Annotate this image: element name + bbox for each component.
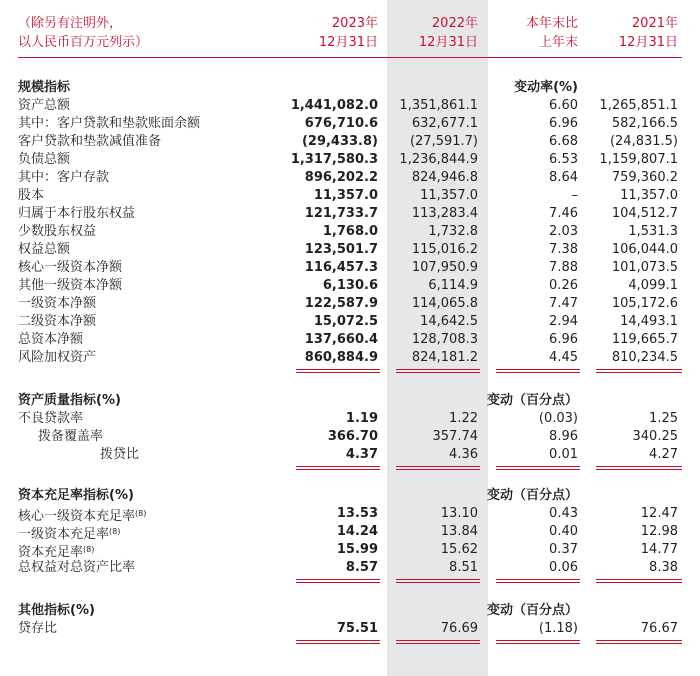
unit-note: （除另有注明外， 以人民币百万元列示） — [18, 16, 149, 50]
section-title: 其他指标(%) — [18, 603, 95, 618]
row-label: 总权益对总资产比率 — [18, 560, 136, 575]
value-2021: 106,044.0 — [611, 242, 678, 257]
value-2023: 8.57 — [345, 560, 378, 575]
value-change: – — [571, 188, 578, 203]
value-change: 6.68 — [549, 134, 578, 149]
value-change: 7.46 — [549, 206, 578, 221]
value-change: 0.37 — [549, 542, 578, 557]
section-underline — [396, 469, 480, 470]
footnote-mark: (8) — [109, 527, 121, 536]
table-row — [18, 523, 682, 541]
section-underline — [496, 643, 580, 644]
value-2023: 6,130.6 — [322, 278, 378, 293]
section-underline — [596, 372, 682, 373]
value-2022: 13.10 — [440, 506, 478, 521]
value-2023: 15.99 — [336, 542, 378, 557]
row-label: 客户贷款和垫款减值准备 — [18, 134, 162, 149]
row-label: 拨贷比 — [100, 447, 140, 462]
change-column-header: 变动（百分点） — [486, 393, 578, 408]
value-2021: 1,531.3 — [628, 224, 678, 239]
value-2021: 4.27 — [649, 447, 678, 462]
value-change: 2.94 — [549, 314, 578, 329]
header-2021: 2021年 12月31日 — [618, 16, 678, 50]
table-row — [18, 169, 682, 187]
section-title: 资产质量指标(%) — [18, 393, 121, 408]
value-change: 7.88 — [549, 260, 578, 275]
value-2022: 114,065.8 — [411, 296, 478, 311]
value-2022: 115,016.2 — [411, 242, 478, 257]
value-2021: 1,265,851.1 — [599, 98, 678, 113]
table-row — [18, 277, 682, 295]
change-column-header: 变动（百分点） — [486, 603, 578, 618]
section-underline — [396, 372, 480, 373]
value-2021: 12.47 — [640, 506, 678, 521]
row-label: 核心一级资本充足率$^{(8)}$ — [18, 509, 147, 524]
footnote-mark: (8) — [135, 509, 147, 518]
value-2023: 860,884.9 — [304, 350, 378, 365]
header-2022: 2022年 12月31日 — [418, 16, 478, 50]
value-2022: 13.84 — [440, 524, 478, 539]
value-2022: 76.69 — [440, 621, 478, 636]
section-header-row — [18, 79, 682, 97]
value-2021: 759,360.2 — [611, 170, 678, 185]
value-2021: 582,166.5 — [611, 116, 678, 131]
value-change: 6.60 — [549, 98, 578, 113]
value-2023: 121,733.7 — [304, 206, 378, 221]
table-row — [18, 223, 682, 241]
value-2021: 105,172.6 — [611, 296, 678, 311]
value-2022: 113,283.4 — [411, 206, 478, 221]
value-2022: 128,708.3 — [411, 332, 478, 347]
row-label: 风险加权资产 — [18, 350, 97, 365]
table-row — [18, 620, 682, 638]
value-2022: 1.22 — [449, 411, 478, 426]
value-change: 6.96 — [549, 116, 578, 131]
value-2023: 1.19 — [345, 411, 378, 426]
value-2023: 122,587.9 — [304, 296, 378, 311]
value-change: 6.53 — [549, 152, 578, 167]
table-row — [18, 505, 682, 523]
value-2023: 366.70 — [327, 429, 378, 444]
table-row — [18, 133, 682, 151]
section-underline — [296, 579, 380, 580]
value-change: 8.96 — [549, 429, 578, 444]
section-underline — [396, 582, 480, 583]
value-2021: 11,357.0 — [620, 188, 678, 203]
row-label: 不良贷款率 — [18, 411, 84, 426]
section-underline — [596, 640, 682, 641]
table-row — [18, 187, 682, 205]
value-2023: 123,501.7 — [304, 242, 378, 257]
row-label: 拨备覆盖率 — [38, 429, 104, 444]
table-row — [18, 559, 682, 577]
section-underline — [496, 579, 580, 580]
section-underline — [396, 369, 480, 370]
change-column-header: 变动率(%) — [514, 80, 578, 95]
section-underline — [396, 643, 480, 644]
section-underline — [296, 469, 380, 470]
value-change: (0.03) — [538, 411, 578, 426]
section-header-row — [18, 392, 682, 410]
value-2022: 1,351,861.1 — [399, 98, 478, 113]
table-row — [18, 428, 682, 446]
row-label: 资本充足率$^{(8)}$ — [18, 545, 95, 560]
value-2022: 632,677.1 — [411, 116, 478, 131]
section-underline — [596, 369, 682, 370]
value-change: 0.43 — [549, 506, 578, 521]
section-underline — [296, 369, 380, 370]
row-label: 少数股东权益 — [18, 224, 97, 239]
value-2023: 1,441,082.0 — [290, 98, 378, 113]
value-2022: (27,591.7) — [409, 134, 478, 149]
section-underline — [296, 372, 380, 373]
value-change: (1.18) — [538, 621, 578, 636]
section-underline — [296, 643, 380, 644]
table-row — [18, 313, 682, 331]
section-underline — [596, 643, 682, 644]
value-2021: 810,234.5 — [611, 350, 678, 365]
section-underline — [296, 582, 380, 583]
header-change: 本年末比 上年末 — [525, 16, 578, 50]
section-underline — [496, 640, 580, 641]
header-rule — [18, 57, 682, 58]
section-underline — [596, 582, 682, 583]
value-change: 0.40 — [549, 524, 578, 539]
value-2021: 76.67 — [640, 621, 678, 636]
row-label: 二级资本净额 — [18, 314, 97, 329]
value-change: 7.47 — [549, 296, 578, 311]
value-2021: 14,493.1 — [620, 314, 678, 329]
section-underline — [496, 372, 580, 373]
section-underline — [396, 640, 480, 641]
value-2021: 101,073.5 — [611, 260, 678, 275]
value-2021: 104,512.7 — [611, 206, 678, 221]
section-underline — [396, 466, 480, 467]
value-change: 0.26 — [549, 278, 578, 293]
value-2023: 11,357.0 — [313, 188, 378, 203]
row-label: 一级资本净额 — [18, 296, 97, 311]
value-2023: (29,433.8) — [301, 134, 378, 149]
value-2021: 1,159,807.1 — [599, 152, 678, 167]
header-2023: 2023年 12月31日 — [318, 16, 378, 50]
section-underline — [596, 466, 682, 467]
table-row — [18, 205, 682, 223]
value-2022: 824,946.8 — [411, 170, 478, 185]
row-label: 总资本净额 — [18, 332, 84, 347]
value-2023: 137,660.4 — [304, 332, 378, 347]
table-row — [18, 541, 682, 559]
value-2023: 676,710.6 — [304, 116, 378, 131]
section-header-row — [18, 487, 682, 505]
value-2023: 1,768.0 — [322, 224, 378, 239]
table-row — [18, 295, 682, 313]
value-2022: 11,357.0 — [420, 188, 478, 203]
row-label: 贷存比 — [18, 621, 58, 636]
value-2021: 14.77 — [640, 542, 678, 557]
value-2022: 4.36 — [449, 447, 478, 462]
value-2021: 4,099.1 — [628, 278, 678, 293]
value-change: 4.45 — [549, 350, 578, 365]
value-2022: 1,732.8 — [428, 224, 478, 239]
value-2022: 6,114.9 — [428, 278, 478, 293]
section-underline — [396, 579, 480, 580]
section-underline — [296, 466, 380, 467]
value-2022: 107,950.9 — [411, 260, 478, 275]
table-row — [18, 97, 682, 115]
row-label: 核心一级资本净额 — [18, 260, 123, 275]
value-2021: 8.38 — [649, 560, 678, 575]
section-underline — [496, 369, 580, 370]
section-underline — [596, 469, 682, 470]
table-row — [18, 349, 682, 367]
section-underline — [296, 640, 380, 641]
value-2023: 14.24 — [336, 524, 378, 539]
row-label: 权益总额 — [18, 242, 71, 257]
table-row — [18, 331, 682, 349]
section-title: 规模指标 — [18, 80, 71, 95]
section-underline — [496, 469, 580, 470]
value-2022: 357.74 — [432, 429, 478, 444]
table-row — [18, 241, 682, 259]
value-2021: 1.25 — [649, 411, 678, 426]
row-label: 股本 — [18, 188, 45, 203]
value-2023: 896,202.2 — [304, 170, 378, 185]
value-2023: 75.51 — [336, 621, 378, 636]
section-underline — [496, 466, 580, 467]
value-change: 8.64 — [549, 170, 578, 185]
value-2021: 340.25 — [632, 429, 678, 444]
value-2023: 4.37 — [345, 447, 378, 462]
table-row — [18, 115, 682, 133]
value-2023: 116,457.3 — [304, 260, 378, 275]
section-underline — [596, 579, 682, 580]
value-2022: 15.62 — [440, 542, 478, 557]
section-title: 资本充足率指标(%) — [18, 488, 134, 503]
value-2023: 15,072.5 — [313, 314, 378, 329]
table-row — [18, 446, 682, 464]
row-label: 归属于本行股东权益 — [18, 206, 136, 221]
value-2021: 12.98 — [640, 524, 678, 539]
row-label: 负债总额 — [18, 152, 71, 167]
footnote-mark: (8) — [83, 545, 95, 554]
value-2022: 8.51 — [449, 560, 478, 575]
value-2022: 1,236,844.9 — [399, 152, 478, 167]
value-change: 2.03 — [549, 224, 578, 239]
section-header-row — [18, 602, 682, 620]
row-label: 其他一级资本净额 — [18, 278, 123, 293]
value-2021: 119,665.7 — [611, 332, 678, 347]
row-label: 一级资本充足率$^{(8)}$ — [18, 527, 121, 542]
value-2023: 13.53 — [336, 506, 378, 521]
row-label: 资产总额 — [18, 98, 71, 113]
value-change: 0.01 — [549, 447, 578, 462]
value-2022: 14,642.5 — [420, 314, 478, 329]
value-change: 6.96 — [549, 332, 578, 347]
row-label: 其中：客户存款 — [18, 170, 110, 185]
row-label: 其中：客户贷款和垫款账面余额 — [18, 116, 201, 131]
value-2021: (24,831.5) — [609, 134, 678, 149]
table-row — [18, 410, 682, 428]
value-change: 7.38 — [549, 242, 578, 257]
change-column-header: 变动（百分点） — [486, 488, 578, 503]
table-row — [18, 259, 682, 277]
value-2023: 1,317,580.3 — [290, 152, 378, 167]
value-2022: 824,181.2 — [411, 350, 478, 365]
table-row — [18, 151, 682, 169]
section-underline — [496, 582, 580, 583]
value-change: 0.06 — [549, 560, 578, 575]
